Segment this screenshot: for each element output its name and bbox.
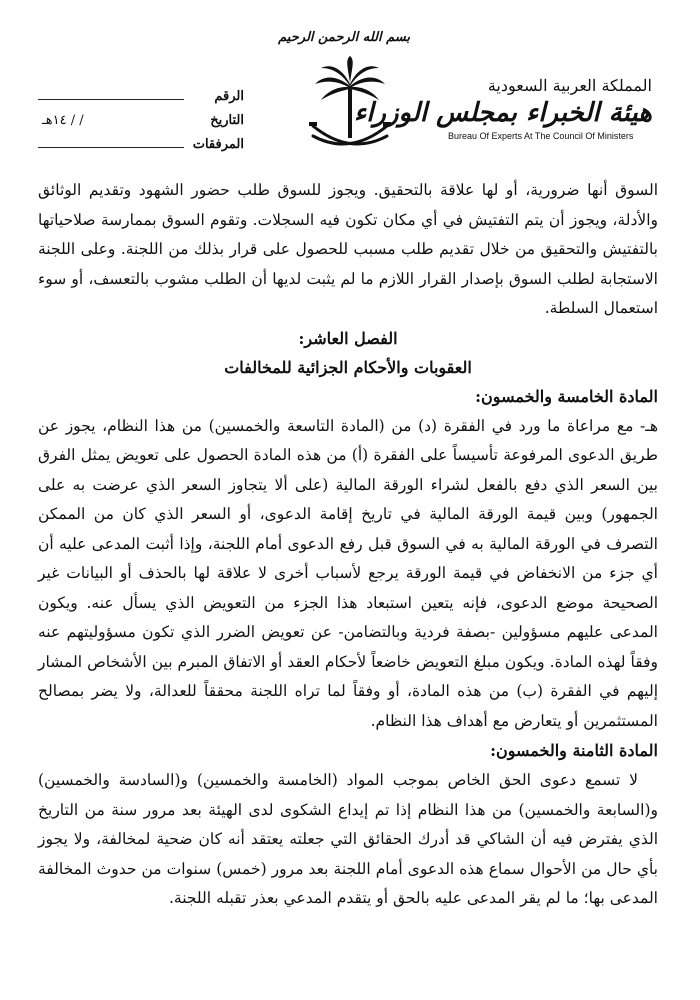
- bureau-name-english: Bureau Of Experts At The Council Of Ministers: [448, 131, 634, 141]
- bureau-name-arabic: هيئة الخبراء بمجلس الوزراء: [353, 98, 652, 128]
- article-58-text: لا تسمع دعوى الحق الخاص بموجب المواد (الخامسة والخمسين) و(السادسة والخمسين) و(السابعة والخمسين) من هذا النظام إذا تم إيداع الشكوى لدى الهيئة بعد مرور سنة من التاريخ الذي يفترض فيه أن الشاكي قد أدرك الحقائق التي جعلته يعتقد أنه كان ضحية لمخالفة، ولا يجوز بأي حال من الأحوال سماع هذه الدعوى أمام اللجنة بعد مرور (خمس) سنوات من حدوث المخالفة المدعى بها؛ ما لم يقر المدعى عليه بالحق أو يتقدم المدعي بعذر تقبله اللجنة.: [38, 771, 658, 907]
- article-55-text: هـ- مع مراعاة ما ورد في الفقرة (د) من (المادة التاسعة والخمسين) من هذا النظام، يجوز عن طريق الدعوى المرفوعة تأسيساً على الفقرة (أ) من هذه المادة الحصول على تعويض يمثل الفرق بين السعر الذي دفع بالفعل لشراء الورقة المالية (على ألا يتجاوز السعر الذي عرضت به على الجمهور) وبين قيمة الورقة المالية في تاريخ إقامة الدعوى، أو السعر الذي كان من الممكن التصرف في الورقة المالية به في السوق قبل رفع الدعوى أمام اللجنة، وإذا أثبت المدعى عليه أن أي جزء من الانخفاض في قيمة الورقة يرجع لأسباب أخرى لا علاقة لها بالحذف أو البيانات غير الصحيحة موضع الدعوى، فإنه يتعين استبعاد هذا الجزء من التعويض الذي يسأل عنه. ويكون المدعى عليهم مسؤولين -بصفة فردية وبالتضامن- عن تعويض الضرر الذي تكون مسؤوليتهم عنه وفقاً لهذه المادة. ويكون مبلغ التعويض خاضعاً لأحكام العقد أو الاتفاق المبرم بين الأشخاص المشار إليهم في الفقرة (ب) من هذه المادة، أو وفقاً لما تراه اللجنة محققاً للعدالة، ولا يضر بمصالح المستثمرين أو يتعارض مع أهداف هذا النظام.: [38, 416, 658, 730]
- letter-reference-block: [34, 80, 244, 152]
- article-55-title: المادة الخامسة والخمسون:: [475, 386, 658, 406]
- article-58-title: المادة الثامنة والخمسون:: [490, 741, 658, 760]
- basmala-calligraphy: بسم الله الرحمن الرحيم: [278, 30, 410, 45]
- date-label: التاريخ: [210, 113, 244, 128]
- chapter-title: الفصل العاشر:: [298, 328, 398, 348]
- date-row: [34, 104, 244, 128]
- intro-paragraph: السوق أنها ضرورية، أو لها علاقة بالتحقيق. ويجوز للسوق طلب حضور الشهود وتقديم الوثائق والأدلة، ويجوز أن يتم التفتيش في أي مكان تكون فيه السجلات. وتقوم السوق بممارسة صلاحياتها بالتفتيش والتحقيق من خلال تقديم طلب مسبب للحصول على قرار بذلك من اللجنة. وعلى اللجنة الاستجابة لطلب السوق بإصدار القرار اللازم ما لم يثبت لديها أن الطلب مشوب بالتعسف، أو سوء استعمال السلطة.: [38, 181, 658, 317]
- reference-line: [38, 99, 184, 100]
- chapter-subtitle: العقوبات والأحكام الجزائية للمخالفات: [224, 357, 472, 377]
- kingdom-name: المملكة العربية السعودية: [487, 76, 652, 95]
- reference-number-row: [34, 80, 244, 104]
- date-value: / / ١٤هـ: [42, 113, 84, 128]
- reference-label: الرقم: [214, 89, 244, 104]
- attachments-label: المرفقات: [192, 137, 244, 152]
- document-body: [38, 176, 658, 914]
- attachments-row: [34, 128, 244, 152]
- government-letterhead: [353, 76, 652, 141]
- attachments-line: [38, 147, 184, 148]
